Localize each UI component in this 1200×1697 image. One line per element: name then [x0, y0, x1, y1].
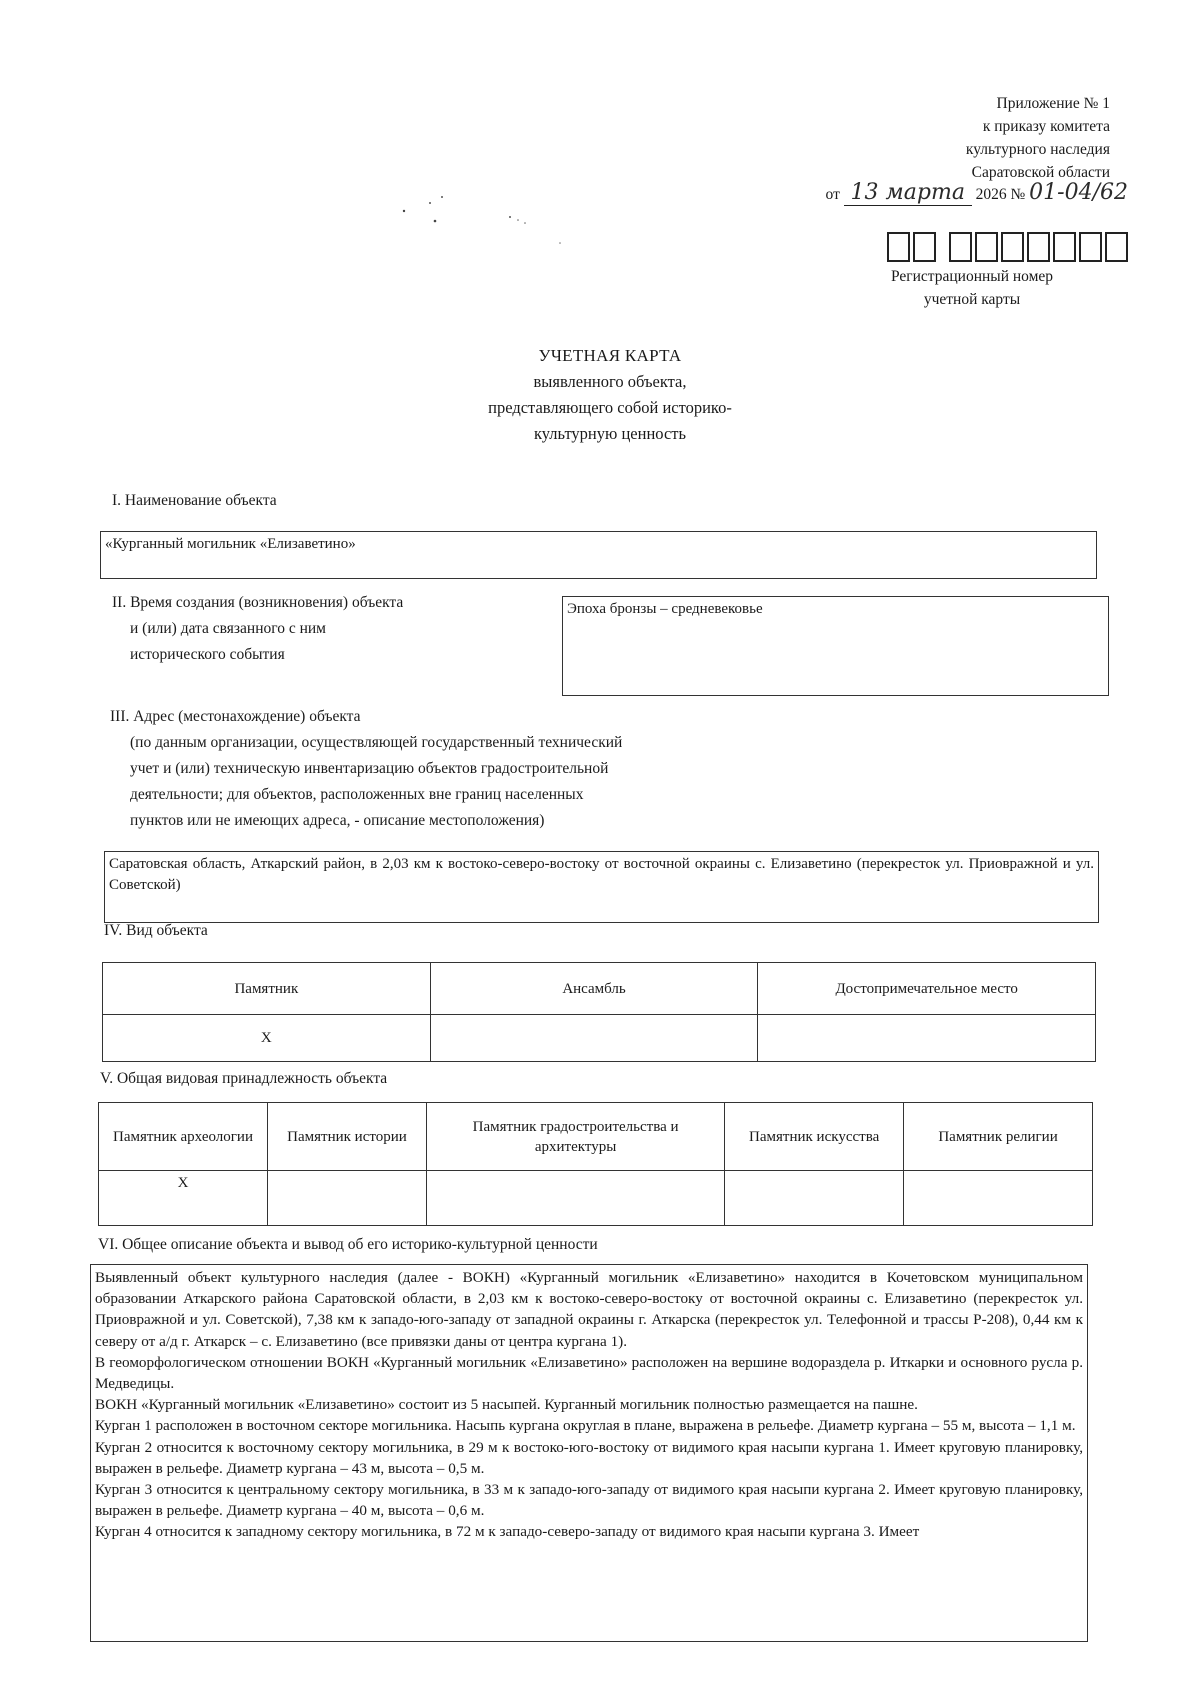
- title-line: представляющего собой историко-: [488, 398, 732, 417]
- appendix-header: [750, 92, 1110, 184]
- description-paragraph: Курган 2 относится к восточному сектору могильника, в 29 м к востоко-юго-востоку от видимого края насыпи кургана 1. Имеет круговую планировку, выражен в рельефе. Диаметр кургана – 43 м, высота – 0,5 м.: [95, 1438, 1083, 1477]
- section-2-label-line: исторического события: [130, 646, 285, 663]
- appendix-line: Приложение № 1: [996, 95, 1110, 112]
- section-3-label: [110, 704, 622, 834]
- object-category-header: Памятник археологии: [99, 1103, 268, 1171]
- appendix-line: к приказу комитета: [982, 118, 1110, 135]
- registration-digit-box[interactable]: [1079, 232, 1102, 262]
- scan-artifact: [400, 193, 570, 253]
- registration-label-line: Регистрационный номер: [890, 268, 1054, 285]
- registration-digit-box[interactable]: [913, 232, 936, 262]
- section-4-label: IV. Вид объекта: [104, 922, 208, 939]
- registration-digit-box[interactable]: [1105, 232, 1128, 262]
- description-paragraph: В геоморфологическом отношении ВОКН «Курганный могильник «Елизаветино» расположен на вершине водораздела р. Иткарки и основного русла р. Медведицы.: [95, 1353, 1083, 1393]
- registration-digit-box[interactable]: [1027, 232, 1050, 262]
- appendix-line: Саратовской области: [971, 164, 1110, 181]
- section-3-label-line: (по данным организации, осуществляющей государственный технический: [130, 734, 623, 751]
- object-description-field[interactable]: [90, 1264, 1088, 1642]
- object-category-header: Памятник религии: [904, 1103, 1093, 1171]
- document-title: [420, 343, 800, 447]
- handwritten-order-number: 01-04/62: [1029, 180, 1128, 205]
- description-paragraph: Выявленный объект культурного наследия (далее - ВОКН) «Курганный могильник «Елизаветино» находится в Кочетовском муниципальном образовании Аткарского района Саратовской области, в 2,03 км к востоко-северо-востоку от восточной окраины с. Елизаветино (перекресток ул. Приовражной и ул. Советской), 7,38 км к западо-юго-западу от западной окраины г. Аткарска (перекресток ул. Телефонной и трассы Р-208), 0,44 км к северу от а/д г. Аткарск – с. Елизаветино (все привязки даны от центра кургана 1).: [95, 1269, 1083, 1350]
- object-type-mark-cell[interactable]: Х: [103, 1015, 431, 1062]
- address-field[interactable]: Саратовская область, Аткарский район, в 2,03 км к востоко-северо-востоку от восточной окраины с. Елизаветино (перекресток ул. Приовражной и ул. Советской): [104, 851, 1099, 923]
- section-3-label-line: пунктов или не имеющих адреса, - описание местоположения): [130, 812, 545, 829]
- object-category-mark-cell[interactable]: [725, 1171, 904, 1226]
- registration-box-group: [949, 232, 1131, 262]
- registration-label-line: учетной карты: [923, 291, 1021, 308]
- description-paragraph: ВОКН «Курганный могильник «Елизаветино» состоит из 5 насыпей. Курганный могильник полностью размещается на пашне.: [95, 1396, 918, 1414]
- object-type-table: [102, 962, 1096, 1062]
- registration-label: [882, 265, 1062, 311]
- number-prefix: №: [1010, 186, 1026, 203]
- title-main: УЧЕТНАЯ КАРТА: [538, 346, 682, 365]
- description-paragraph: Курган 1 расположен в восточном секторе могильника. Насыпь кургана округлая в плане, выражена в рельефе. Диаметр кургана – 55 м, высота – 1,1 м.: [95, 1417, 1076, 1435]
- section-2-label-line: и (или) дата связанного с ним: [130, 620, 326, 637]
- registration-digit-box[interactable]: [1053, 232, 1076, 262]
- section-5-label: V. Общая видовая принадлежность объекта: [100, 1070, 388, 1087]
- description-paragraph: Курган 4 относится к западному сектору могильника, в 72 м к западо-северо-западу от видимого края насыпи кургана 3. Имеет: [95, 1523, 920, 1541]
- section-1-label: I. Наименование объекта: [112, 492, 277, 509]
- object-category-header: Памятник искусства: [725, 1103, 904, 1171]
- creation-time-field[interactable]: Эпоха бронзы – средневековье: [562, 596, 1109, 696]
- object-category-mark-cell[interactable]: Х: [99, 1171, 268, 1226]
- section-3-label-line: учет и (или) техническую инвентаризацию объектов градостроительной: [130, 760, 609, 777]
- registration-number-boxes: [887, 232, 1131, 262]
- title-line: выявленного объекта,: [533, 372, 687, 391]
- description-paragraph: Курган 3 относится к центральному сектору могильника, в 33 м к западо-юго-западу от видимого края насыпи кургана 2. Имеет круговую планировку, выражен в рельефе. Диаметр кургана – 40 м, высота – 0,6 м.: [95, 1481, 1083, 1520]
- object-type-header: Достопримечательное место: [758, 963, 1096, 1015]
- section-2-label: [112, 590, 403, 668]
- title-line: культурную ценность: [534, 424, 686, 443]
- registration-digit-box[interactable]: [1001, 232, 1024, 262]
- object-type-mark-cell[interactable]: [758, 1015, 1096, 1062]
- object-type-mark-cell[interactable]: [430, 1015, 758, 1062]
- object-category-header: Памятник истории: [267, 1103, 426, 1171]
- order-year: 2026: [975, 186, 1007, 203]
- object-type-header: Памятник: [103, 963, 431, 1015]
- registration-digit-box[interactable]: [887, 232, 910, 262]
- appendix-line: культурного наследия: [965, 141, 1110, 158]
- registration-box-group: [887, 232, 939, 262]
- object-category-header: Памятник градостроительства и архитектуры: [427, 1103, 725, 1171]
- object-category-mark-cell[interactable]: [267, 1171, 426, 1226]
- object-category-mark-cell[interactable]: [904, 1171, 1093, 1226]
- object-category-mark-cell[interactable]: [427, 1171, 725, 1226]
- registration-digit-box[interactable]: [975, 232, 998, 262]
- section-6-label: VI. Общее описание объекта и вывод об его историко-культурной ценности: [98, 1236, 598, 1253]
- object-type-header: Ансамбль: [430, 963, 758, 1015]
- order-date-line: [826, 180, 1128, 206]
- handwritten-date: 13 марта: [844, 180, 972, 206]
- section-3-label-line: деятельности; для объектов, расположенных вне границ населенных: [130, 786, 584, 803]
- date-prefix: от: [825, 186, 840, 203]
- section-2-label-line: II. Время создания (возникновения) объекта: [112, 594, 404, 611]
- object-category-table: [98, 1102, 1093, 1226]
- section-3-label-line: III. Адрес (местонахождение) объекта: [110, 708, 361, 725]
- object-name-field[interactable]: «Курганный могильник «Елизаветино»: [100, 531, 1097, 579]
- registration-digit-box[interactable]: [949, 232, 972, 262]
